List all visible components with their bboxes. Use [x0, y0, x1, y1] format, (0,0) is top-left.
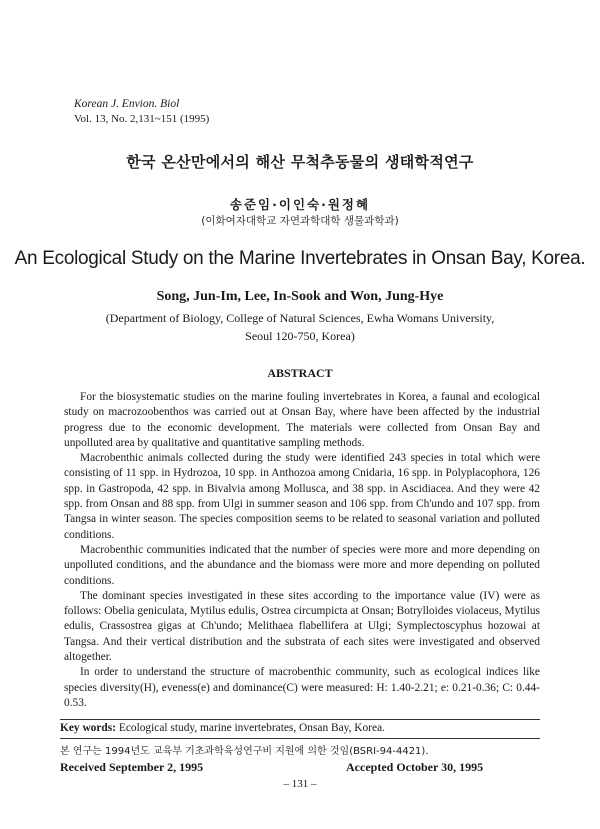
abstract-paragraph-5: In order to understand the structure of macrobenthic community, such as ecological indices like species diversity(H), eveness(e) and dominance(C) were measured: H: 1.40-2.21; e: 0.21-0.36; C: 0.44-0.53. — [64, 666, 540, 709]
affiliation-korean: (이화여자대학교 자연과학대학 생물과학과) — [201, 215, 399, 227]
keywords — [60, 722, 385, 734]
accepted-date: Accepted October 30, 1995 — [346, 760, 484, 774]
authors-english: Song, Jun-Im, Lee, In-Sook and Won, Jung-Hye — [156, 289, 444, 304]
page-number: – 131 – — [283, 778, 317, 790]
abstract-paragraph-1: For the biosystematic studies on the marine fouling invertebrates in Korea, a faunal and ecological study on macrozoobenthos was carried out at Onsan Bay, where have been affected by the industrial progress due to the economic development. The materials were collected from Onsan Bay and unpolluted area by qualitative and quantitative sampling methods. — [64, 391, 540, 449]
affiliation-english — [0, 310, 600, 345]
funding-note: 본 연구는 1994년도 교육부 기초과학육성연구비 지원에 의한 것임(BSRI-94-4421). — [60, 746, 429, 757]
keywords-label: Key words: — [60, 722, 116, 734]
affiliation-line-2: Seoul 120-750, Korea) — [245, 328, 355, 343]
keywords-bottom-rule — [60, 738, 540, 739]
received-date: Received September 2, 1995 — [60, 760, 204, 774]
abstract-paragraph-2: Macrobenthic animals collected during the study were identified 243 species in total which were consisting of 11 spp. in Hydrozoa, 10 spp. in Anthozoa among Cnidaria, 16 spp. in Polyplacophora, 126 spp. in Gastropoda, 42 spp. in Bivalvia among Mollusca, and 38 spp. in Ascidiacea. And they were 42 spp. from Onsan and 88 spp. from Ulgi in summer season and 106 spp. from Ch'undo and 107 spp. from Tangsa in winter season. The species composition seems to be related to seasonal variation and polluted conditions. — [64, 452, 540, 541]
abstract-heading: ABSTRACT — [267, 366, 333, 380]
abstract-paragraph-4: The dominant species investigated in these sites according to the importance value (IV) were as follows: Obelia geniculata, Mytilus edulis, Ostrea circumpicta at Onsan; Botrylloides violaceus, Mytilus edulis, Crassostrea gigas at Ch'undo; Melithaea flabellifera at Ulgi; Symplectoscyphus hozowai at Tangsa. And their vertical distribution and the substrata of each sites were investigated and observed altogether. — [64, 589, 540, 664]
title-english: An Ecological Study on the Marine Invertebrates in Onsan Bay, Korea. — [14, 248, 586, 269]
journal-name: Korean J. Envion. Biol — [74, 98, 180, 110]
affiliation-line-1: (Department of Biology, College of Natural Sciences, Ewha Womans University, — [105, 311, 495, 325]
authors-korean: 송준임·이인숙·원정혜 — [229, 197, 371, 212]
abstract-body — [64, 390, 540, 711]
keywords-text: Ecological study, marine invertebrates, Onsan Bay, Korea. — [118, 722, 385, 734]
volume-info: Vol. 13, No. 2,131~151 (1995) — [74, 113, 210, 125]
title-korean: 한국 온산만에서의 해산 무척추동물의 생태학적연구 — [126, 153, 474, 171]
keywords-top-rule — [60, 719, 540, 720]
abstract-paragraph-3: Macrobenthic communities indicated that the number of species were more and more depending on unpolluted conditions, and the abundance and the biomass were more and more depending on polluted conditions. — [64, 543, 540, 587]
